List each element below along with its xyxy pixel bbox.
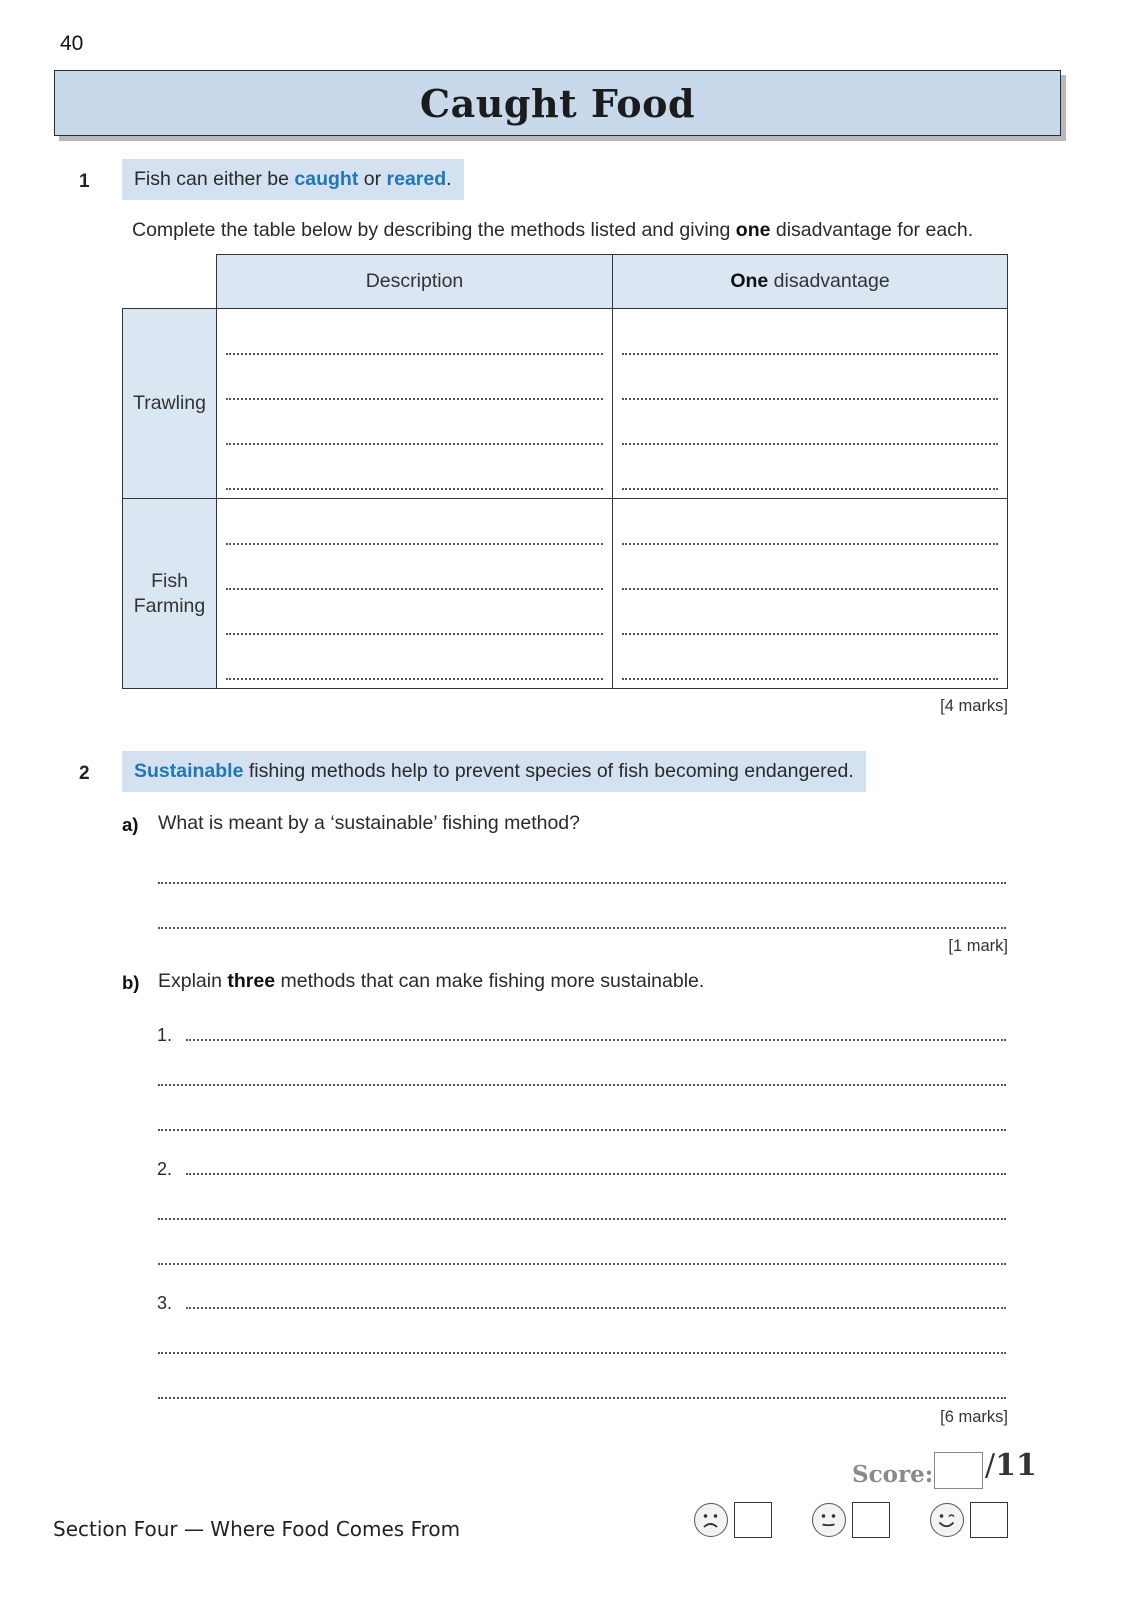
sad-checkbox[interactable]: [734, 1502, 772, 1538]
trawling-disadvantage-cell[interactable]: [612, 308, 1008, 499]
question-1-number: 1: [79, 171, 90, 192]
answer-line[interactable]: [622, 488, 998, 490]
answer-line[interactable]: [226, 588, 603, 590]
answer-line[interactable]: [622, 353, 998, 355]
answer-line[interactable]: [622, 543, 998, 545]
answer-line[interactable]: [226, 443, 603, 445]
list-item-number: 2.: [157, 1159, 173, 1179]
question-1-marks: [4 marks]: [940, 697, 1008, 715]
sad-face-icon: [694, 1503, 728, 1537]
page-title-banner: [54, 70, 1061, 136]
answer-line[interactable]: [622, 443, 998, 445]
table-row-label-trawling: Trawling: [122, 308, 217, 499]
answer-line[interactable]: [186, 1173, 1006, 1175]
score-label: Score:: [852, 1461, 934, 1488]
question-1-instruction: Complete the table below by describing the methods listed and giving one disadvantage for each.: [132, 219, 974, 241]
keyword-sustainable: Sustainable: [134, 760, 244, 782]
answer-line[interactable]: [622, 633, 998, 635]
answer-line[interactable]: [158, 1397, 1006, 1399]
answer-line[interactable]: [226, 633, 603, 635]
fish-farming-disadvantage-cell[interactable]: [612, 498, 1008, 689]
keyword-caught: caught: [294, 168, 359, 190]
question-2b-text: Explain three methods that can make fishing more sustainable.: [158, 970, 705, 992]
answer-line[interactable]: [158, 1263, 1006, 1265]
answer-line[interactable]: [226, 543, 603, 545]
trawling-description-cell[interactable]: [216, 308, 613, 499]
page-number: 40: [60, 32, 84, 55]
answer-line[interactable]: [158, 882, 1006, 884]
happy-checkbox[interactable]: [970, 1502, 1008, 1538]
happy-face-icon: [930, 1503, 964, 1537]
answer-line[interactable]: [226, 678, 603, 680]
table-row-label-fish-farming: Fish Farming: [122, 498, 217, 689]
question-1-intro: Fish can either be caught or reared.: [122, 159, 464, 200]
answer-line[interactable]: [186, 1039, 1006, 1041]
table-header-description: Description: [216, 254, 613, 309]
question-2-number: 2: [79, 763, 90, 784]
answer-line[interactable]: [158, 1129, 1006, 1131]
answer-line[interactable]: [622, 398, 998, 400]
answer-line[interactable]: [186, 1307, 1006, 1309]
answer-line[interactable]: [622, 588, 998, 590]
keyword-reared: reared: [386, 168, 447, 190]
footer-section-title: Section Four — Where Food Comes From: [53, 1517, 461, 1541]
neutral-checkbox[interactable]: [852, 1502, 890, 1538]
question-2b-marks: [6 marks]: [940, 1408, 1008, 1426]
question-2b-label: b): [122, 972, 140, 993]
question-2-intro: Sustainable fishing methods help to prevent species of fish becoming endangered.: [122, 751, 866, 792]
score-total: /11: [985, 1448, 1037, 1483]
score-input-box[interactable]: [934, 1452, 983, 1489]
list-item-number: 3.: [157, 1293, 173, 1313]
answer-line[interactable]: [158, 1084, 1006, 1086]
question-2a-text: What is meant by a ‘sustainable’ fishing method?: [158, 812, 581, 834]
neutral-face-icon: [812, 1503, 846, 1537]
answer-line[interactable]: [622, 678, 998, 680]
question-2a-label: a): [122, 814, 139, 835]
answer-line[interactable]: [158, 1218, 1006, 1220]
answer-line[interactable]: [226, 398, 603, 400]
table-header-disadvantage: One disadvantage: [612, 254, 1008, 309]
question-2a-marks: [1 mark]: [948, 937, 1008, 955]
page-title: Caught Food: [419, 80, 696, 126]
answer-line[interactable]: [226, 353, 603, 355]
answer-line[interactable]: [158, 927, 1006, 929]
answer-line[interactable]: [158, 1352, 1006, 1354]
answer-line[interactable]: [226, 488, 603, 490]
fish-farming-description-cell[interactable]: [216, 498, 613, 689]
list-item-number: 1.: [157, 1025, 173, 1045]
